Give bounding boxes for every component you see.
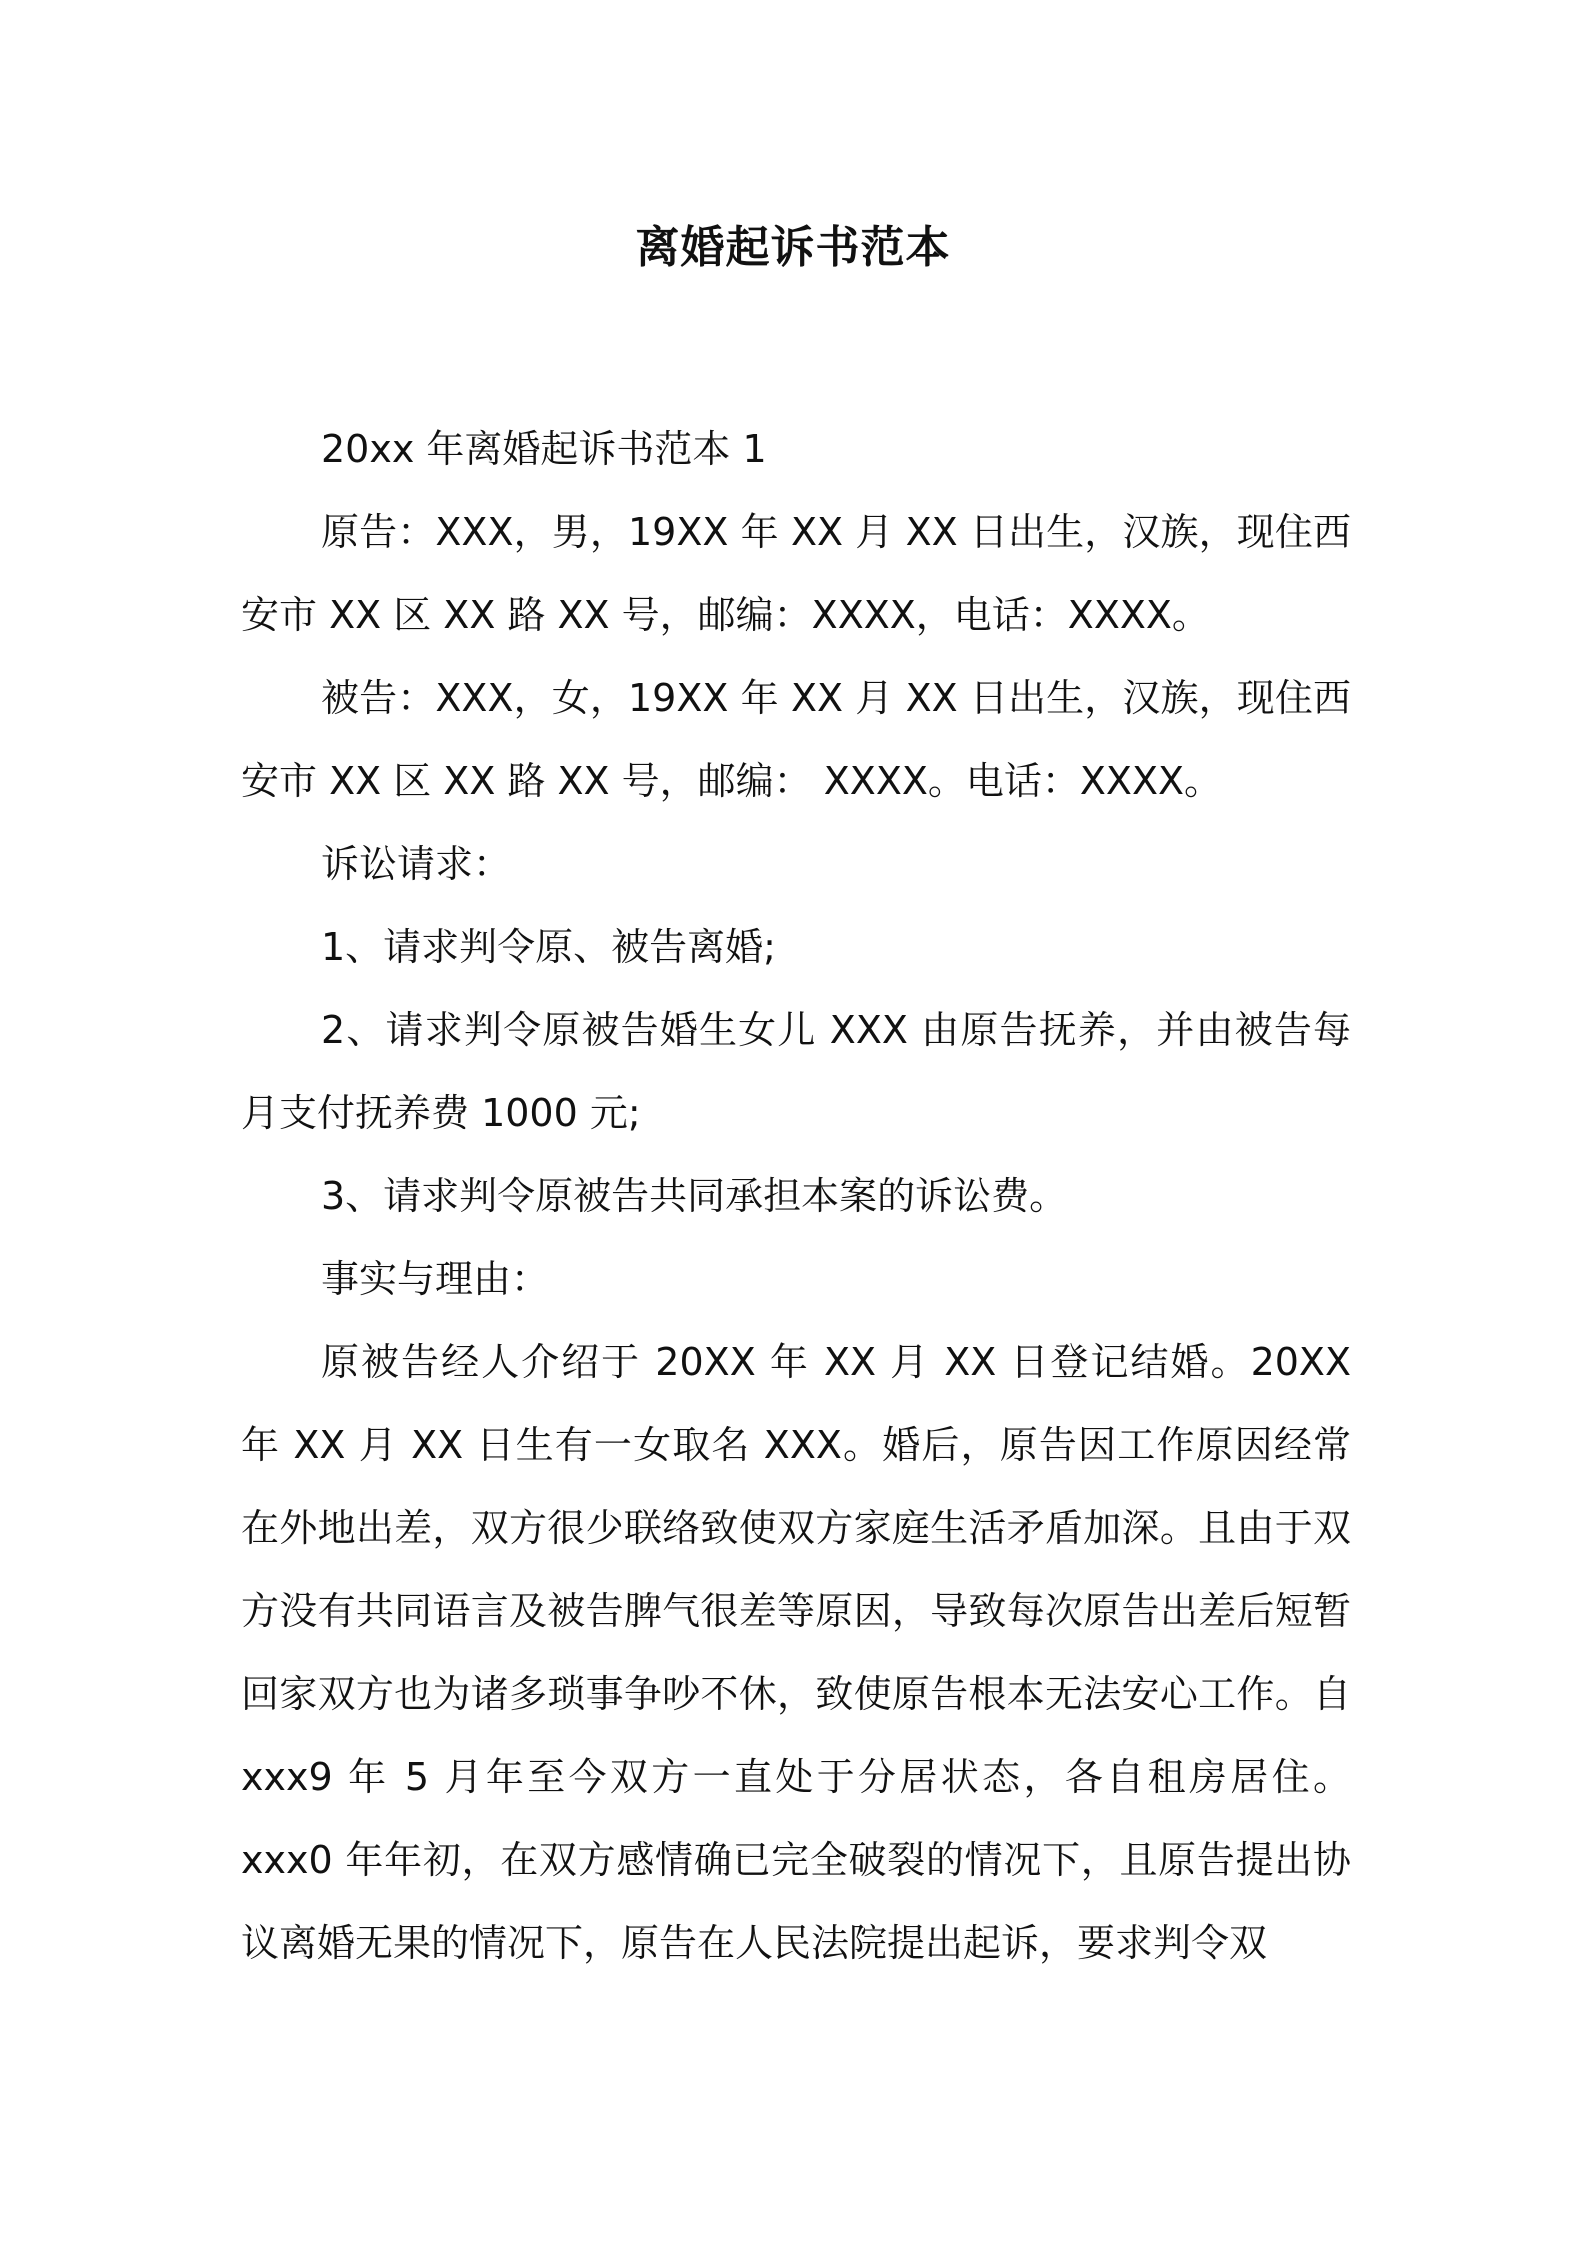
claim-item-3: 3、请求判令原被告共同承担本案的诉讼费。 bbox=[321, 1174, 1068, 1218]
claim-item-1: 1、请求判令原、被告离婚; bbox=[321, 925, 776, 969]
facts-paragraph: 原被告经人介绍于 20XX 年 XX 月 XX 日登记结婚。20XX 年 XX 月 XX 日生有一女取名 XXX。婚后，原告因工作原因经常在外地出差，双方很少联络致使双方家庭生活矛盾加深。且由于双方没有共同语言及被告脾气很差等原因，导致每次原告出差后短暂回家双方也为诸多琐事争吵不休，致使原告根本无法安心工作。自 xxx9 年 5 月年至今双方一直处于分居状态，各自租房居住。xxx0 年年初，在双方感情确已完全破裂的情况下，且原告提出协议离婚无果的情况下，原告在人民法院提出起诉，要求判令双 bbox=[241, 1340, 1351, 1965]
document-title: 离婚起诉书范本 bbox=[635, 222, 951, 273]
claim-item-2: 2、请求判令原被告婚生女儿 XXX 由原告抚养，并由被告每月支付抚养费 1000 元; bbox=[241, 1008, 1351, 1135]
claims-heading: 诉讼请求： bbox=[321, 842, 512, 886]
section-heading: 20xx 年离婚起诉书范本 1 bbox=[321, 427, 767, 471]
defendant-paragraph: 被告：XXX，女，19XX 年 XX 月 XX 日出生，汉族，现住西安市 XX 区 XX 路 XX 号，邮编： XXXX。电话：XXXX。 bbox=[241, 676, 1351, 803]
plaintiff-paragraph: 原告：XXX，男，19XX 年 XX 月 XX 日出生，汉族，现住西安市 XX 区 XX 路 XX 号，邮编：XXXX，电话：XXXX。 bbox=[241, 510, 1351, 637]
document-body bbox=[241, 408, 1351, 1985]
facts-heading: 事实与理由： bbox=[321, 1257, 550, 1301]
